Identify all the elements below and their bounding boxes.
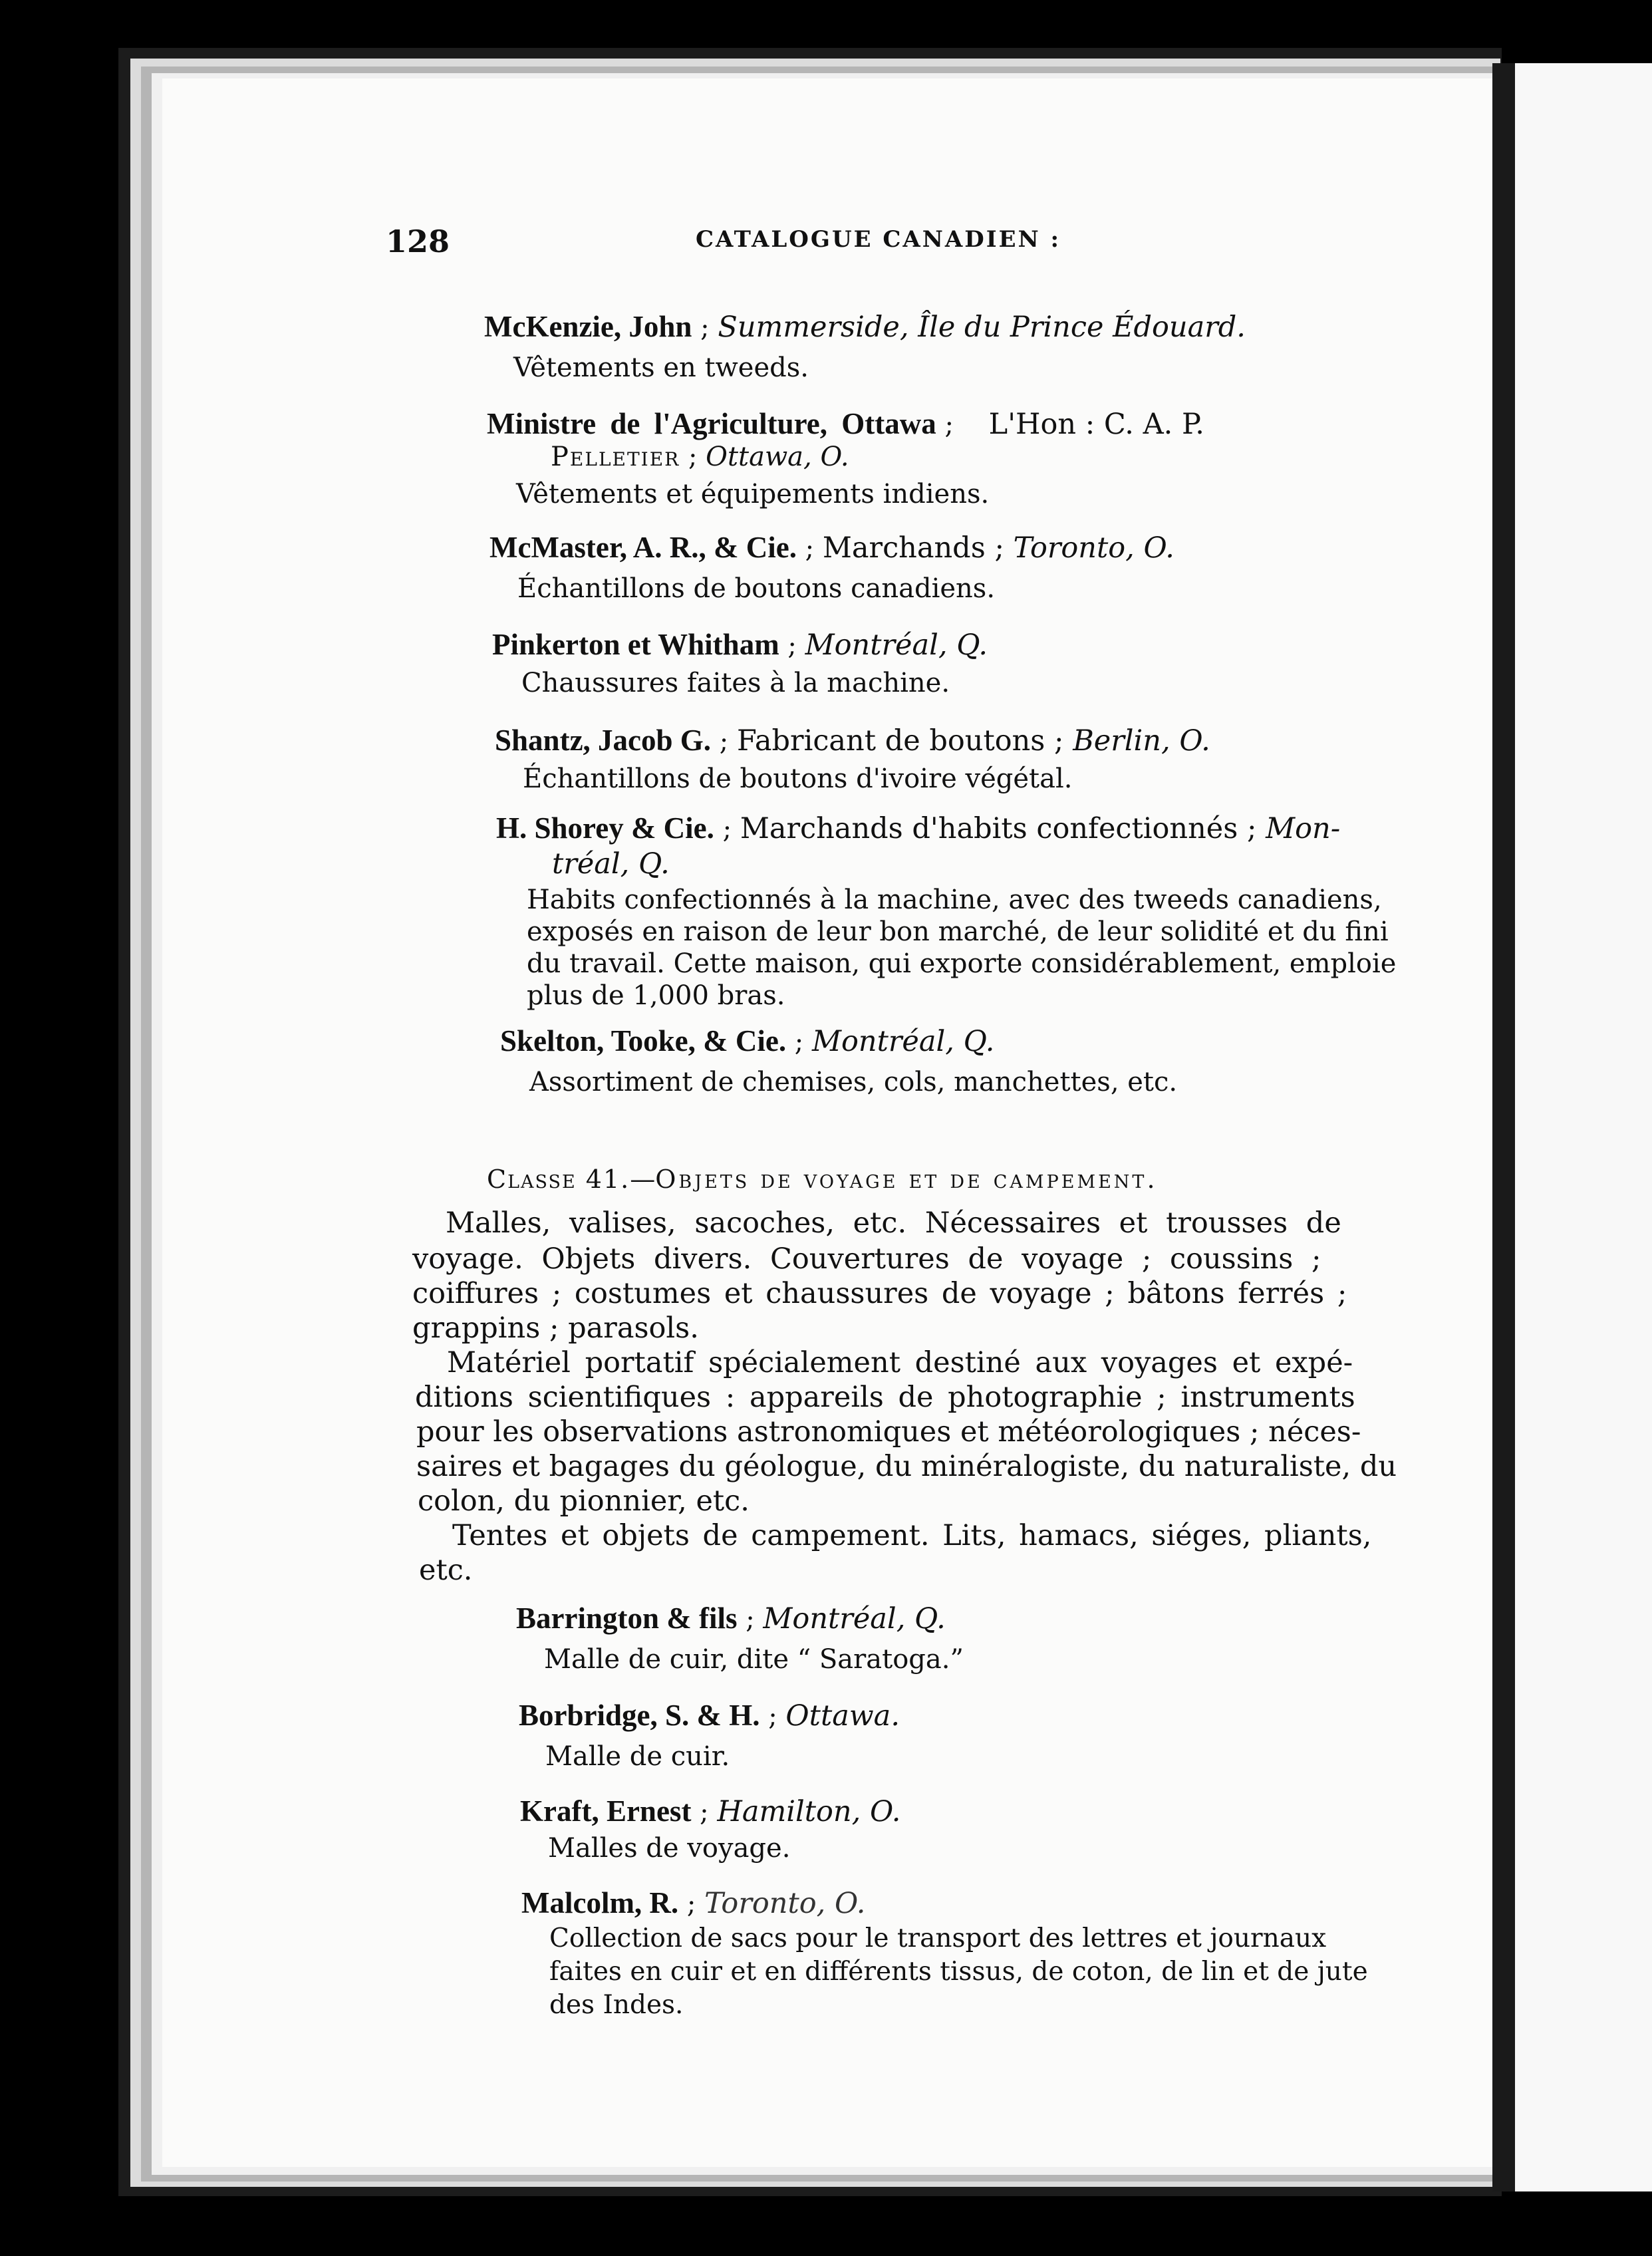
- entry-text: Fabricant de boutons ;: [736, 724, 1073, 758]
- paragraph-line: etc.: [419, 1554, 473, 1587]
- exhibitor-place: Mon-: [1266, 812, 1341, 845]
- separator: ;: [692, 313, 718, 343]
- entry-description: Assortiment de chemises, cols, manchettes, etc.: [529, 1067, 1178, 1097]
- paragraph-line: voyage. Objets divers. Couvertures de voyage ; coussins ;: [412, 1242, 1321, 1276]
- separator: ;: [714, 814, 740, 845]
- paragraph-line: ditions scientifiques : appareils de photographie ; instruments: [415, 1381, 1355, 1414]
- exhibitor-place: Montréal, Q.: [763, 1602, 946, 1635]
- entry-line: [487, 408, 1204, 440]
- paragraph-line: Malles, valises, sacoches, etc. Nécessaires et trousses de: [446, 1206, 1341, 1240]
- exhibitor-name: Kraft, Ernest: [520, 1794, 692, 1828]
- paragraph-line: coiffures ; costumes et chaussures de voyage ; bâtons ferrés ;: [412, 1277, 1347, 1310]
- entry-description: Malle de cuir, dite “ Saratoga.”: [544, 1644, 964, 1675]
- paragraph-line: Tentes et objets de campement. Lits, hamacs, siéges, pliants,: [452, 1519, 1372, 1552]
- entry-line: [492, 629, 988, 661]
- separator: ;: [711, 726, 737, 757]
- page: [162, 78, 1492, 2167]
- paragraph-line: saires et bagages du géologue, du minéralogiste, du naturaliste, du: [416, 1450, 1397, 1483]
- exhibitor-name: McKenzie, John: [484, 310, 692, 343]
- exhibitor-name: H. Shorey & Cie.: [496, 811, 714, 845]
- entry-description: Vêtements et équipements indiens.: [516, 479, 990, 509]
- exhibitor-name: McMaster, A. R., & Cie.: [489, 531, 797, 564]
- book-gutter: [1492, 63, 1515, 2191]
- separator: ;: [737, 1604, 763, 1635]
- separator: ;: [680, 442, 706, 472]
- paragraph-line: Matériel portatif spécialement destiné aux voyages et expé-: [447, 1346, 1353, 1379]
- exhibitor-place: Summerside, Île du Prince Édouard.: [718, 311, 1246, 344]
- exhibitor-place: Ottawa.: [785, 1699, 900, 1733]
- entry-description: Habits confectionnés à la machine, avec des tweeds canadiens,: [527, 885, 1382, 915]
- separator: ;: [796, 533, 823, 564]
- exhibitor-place: Toronto, O.: [1013, 531, 1174, 565]
- entry-description: Vêtements en tweeds.: [513, 352, 809, 383]
- entry-text: Marchands ;: [822, 531, 1014, 565]
- entry-line: [484, 311, 1246, 343]
- entry-description: Malle de cuir.: [545, 1741, 730, 1772]
- exhibitor-name: Pelletier: [551, 442, 680, 472]
- exhibitor-place: Hamilton, O.: [717, 1795, 901, 1828]
- separator: ;: [786, 1027, 812, 1058]
- exhibitor-name: Ministre de l'Agriculture, Ottawa: [487, 407, 936, 440]
- separator: ;: [779, 631, 805, 661]
- paragraph-line: colon, du pionnier, etc.: [418, 1484, 750, 1518]
- separator: ;: [759, 1701, 786, 1732]
- exhibitor-place: Ottawa, O.: [706, 442, 849, 472]
- section-dash: —: [630, 1165, 656, 1194]
- entry-line: [496, 813, 1340, 845]
- entry-line: [519, 1700, 900, 1732]
- entry-line: [489, 532, 1174, 564]
- exhibitor-name: Shantz, Jacob G.: [495, 724, 712, 757]
- entry-description: Malles de voyage.: [548, 1833, 791, 1864]
- exhibitor-place: Berlin, O.: [1073, 724, 1210, 758]
- entry-description: Échantillons de boutons canadiens.: [517, 573, 996, 604]
- separator: ;: [936, 410, 962, 440]
- exhibitor-place: Toronto, O.: [704, 1887, 866, 1920]
- exhibitor-place: Montréal, Q.: [805, 629, 988, 662]
- entry-description: faites en cuir et en différents tissus, de coton, de lin et de jute: [549, 1957, 1368, 1987]
- entry-description: des Indes.: [549, 1990, 684, 2020]
- facing-page: [1515, 63, 1652, 2191]
- exhibitor-place: tréal, Q.: [552, 847, 670, 881]
- exhibitor-name: Pinkerton et Whitham: [492, 628, 779, 661]
- paragraph-line: grappins ; parasols.: [412, 1312, 699, 1345]
- entry-text: L'Hon : C. A. P.: [988, 408, 1204, 441]
- entry-text: Marchands d'habits confectionnés ;: [740, 812, 1266, 845]
- entry-description: du travail. Cette maison, qui exporte considérablement, emploie: [527, 948, 1397, 979]
- separator: ;: [678, 1889, 705, 1919]
- entry-description: exposés en raison de leur bon marché, de leur solidité et du fini: [527, 916, 1389, 947]
- section-number: Classe 41.: [487, 1165, 630, 1194]
- page-number: 128: [386, 223, 450, 259]
- paragraph-line: pour les observations astronomiques et météorologiques ; néces-: [416, 1415, 1361, 1449]
- entry-line: [516, 1603, 946, 1635]
- entry-line: [520, 1796, 900, 1828]
- entry-line: [495, 725, 1210, 757]
- section-title: Objets de voyage et de campement.: [655, 1165, 1158, 1194]
- section-heading: [487, 1164, 1158, 1195]
- entry-description: Collection de sacs pour le transport des lettres et journaux: [549, 1923, 1327, 1953]
- exhibitor-name: Malcolm, R.: [521, 1886, 679, 1919]
- entry-description: plus de 1,000 bras.: [527, 980, 785, 1011]
- entry-line: [551, 442, 849, 472]
- entry-line: [500, 1026, 994, 1058]
- separator: ;: [691, 1797, 718, 1828]
- exhibitor-name: Skelton, Tooke, & Cie.: [500, 1024, 787, 1058]
- entry-description: Échantillons de boutons d'ivoire végétal.: [523, 764, 1073, 794]
- entry-line: [521, 1888, 865, 1919]
- exhibitor-name: Borbridge, S. & H.: [519, 1699, 760, 1732]
- exhibitor-name: Barrington & fils: [516, 1602, 738, 1635]
- exhibitor-place: Montréal, Q.: [811, 1025, 995, 1058]
- entry-description: Chaussures faites à la machine.: [521, 668, 950, 698]
- running-title: CATALOGUE CANADIEN :: [696, 226, 1061, 253]
